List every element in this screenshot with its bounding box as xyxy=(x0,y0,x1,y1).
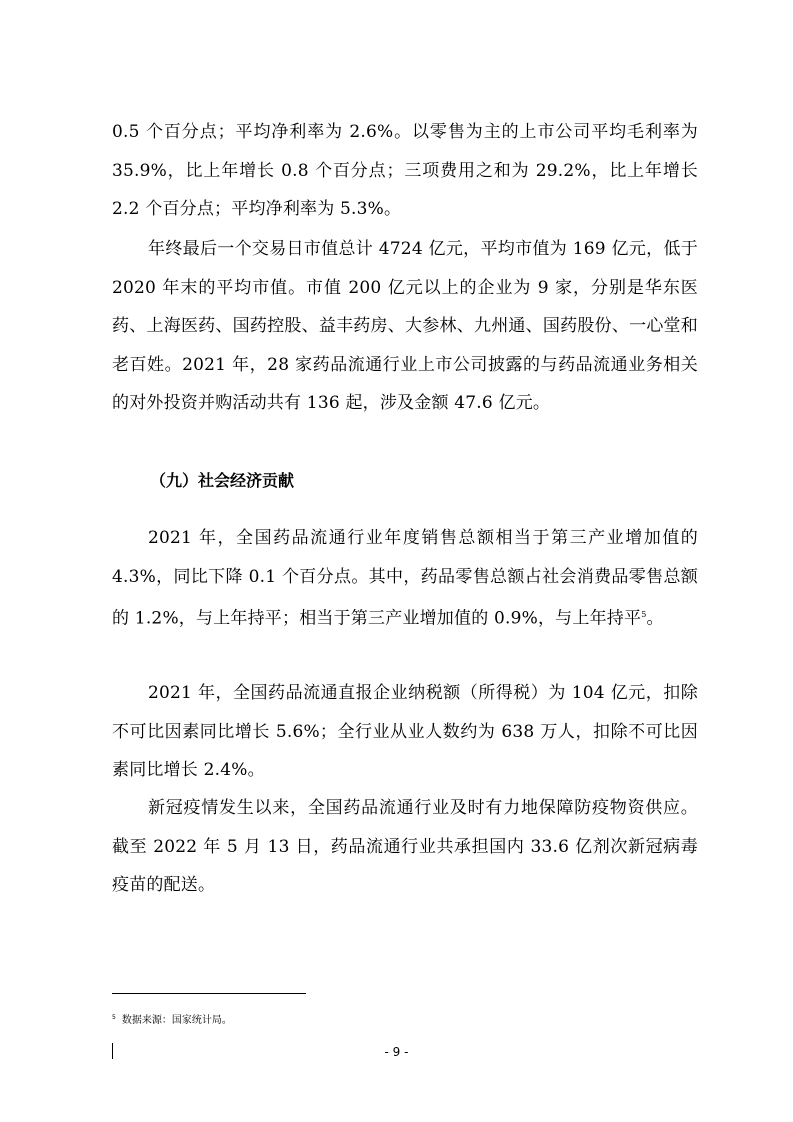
footnote xyxy=(112,1011,232,1026)
footnote-reference: 5 xyxy=(641,610,647,619)
footnote-text: 数据来源：国家统计局。 xyxy=(121,1015,232,1026)
paragraph-text: 2021 年，全国药品流通行业年度销售总额相当于第三产业增加值的 4.3%，同比下降 0.1 个百分点。其中，药品零售总额占社会消费品零售总额的 1.2%，与上年持平；相当于第三产业增加值的 0.9%，与上年持平 xyxy=(112,528,698,629)
paragraph-market-value: 年终最后一个交易日市值总计 4724 亿元，平均市值为 169 亿元，低于 2020 年末的平均市值。市值 200 亿元以上的企业为 9 家，分别是华东医药、上海医药、国药控股、益丰药房、大参林、九州通、国药股份、一心堂和老百姓。2021 年，28 家药品流通行业上市公司披露的与药品流通业务相关的对外投资并购活动共有 136 起，涉及金额 47.6 亿元。 xyxy=(112,239,698,413)
paragraph-vaccine-distribution: 新冠疫情发生以来，全国药品流通行业及时有力地保障防疫物资供应。截至 2022 年 5 月 13 日，药品流通行业共承担国内 33.6 亿剂次新冠病毒疫苗的配送。 xyxy=(112,798,698,895)
footnote-marker: 5 xyxy=(112,1013,116,1021)
section-heading: （九）社会经济贡献 xyxy=(150,471,295,490)
page-number: - 9 - xyxy=(384,1045,409,1059)
paragraph-profit-margins: 0.5 个百分点；平均净利率为 2.6%。以零售为主的上市公司平均毛利率为 35.9%，比上年增长 0.8 个百分点；三项费用之和为 29.2%，比上年增长 2.2 个百分点；平均净利率为 5.3%。 xyxy=(112,122,698,219)
paragraph-economic-contribution xyxy=(112,519,698,638)
paragraph-end: 。 xyxy=(646,608,664,629)
footnote-divider xyxy=(112,993,306,994)
paragraph-tax-employment: 2021 年，全国药品流通直报企业纳税额（所得税）为 104 亿元，扣除不可比因素同比增长 5.6%；全行业从业人数约为 638 万人，扣除不可比因素同比增长 2.4%。 xyxy=(112,683,698,780)
